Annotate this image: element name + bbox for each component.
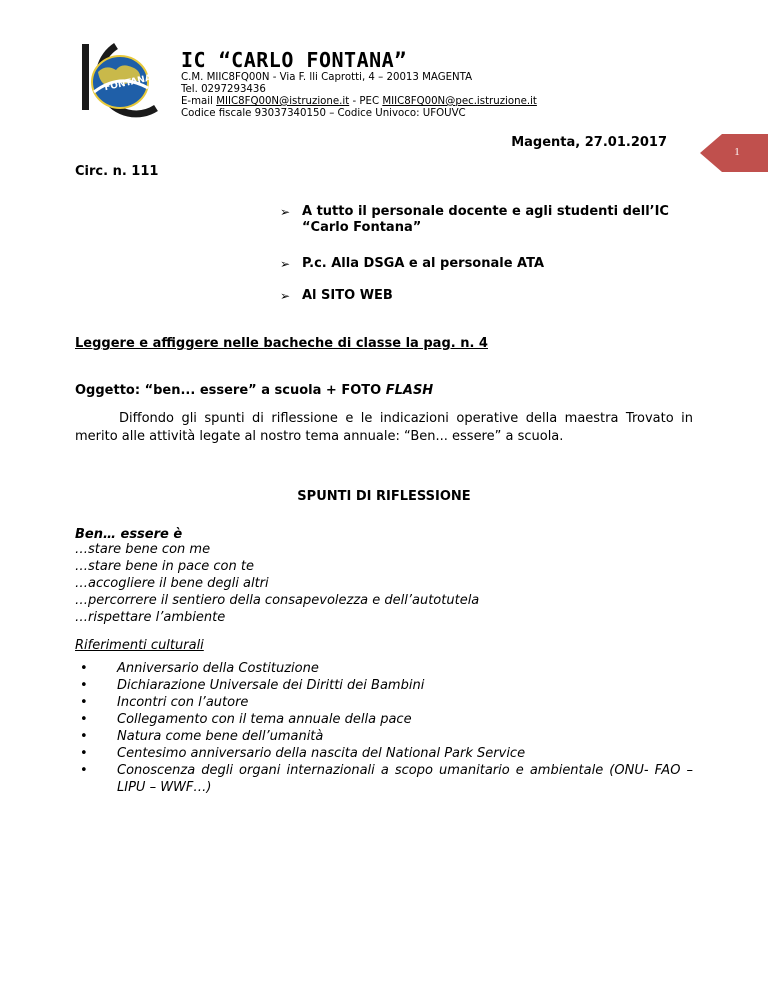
recipient-text: A tutto il personale docente e agli studenti dell’IC “Carlo Fontana” [302, 204, 669, 235]
intro-paragraph: Diffondo gli spunti di riflessione e le indicazioni operative della maestra Trovato in merito alle attività legate al nostro tema annuale: “Ben... essere” a scuola. [75, 411, 693, 444]
document-date: Magenta, 27.01.2017 [511, 135, 667, 150]
list-item [75, 728, 693, 745]
section-title: SPUNTI DI RIFLESSIONE [297, 489, 471, 504]
arrow-bullet-icon: ➢ [280, 257, 291, 271]
bullet-icon: • [80, 746, 88, 761]
list-item [75, 745, 693, 762]
bullet-icon: • [80, 763, 88, 778]
list-item [75, 762, 693, 796]
list-item-text: Incontri con l’autore [117, 695, 249, 710]
recipient-item [280, 288, 680, 304]
circular-number: Circ. n. 111 [75, 164, 159, 179]
school-name: IC “CARLO FONTANA” [181, 48, 407, 72]
bullet-icon: • [80, 695, 88, 710]
email-prefix: E-mail [181, 96, 217, 107]
school-email-line [181, 96, 537, 108]
riferimenti-title: Riferimenti culturali [75, 638, 204, 653]
recipient-item [280, 204, 680, 236]
recipient-item [280, 256, 680, 272]
bullet-icon: • [80, 678, 88, 693]
list-item-text: Dichiarazione Universale dei Diritti dei Bambini [117, 678, 425, 693]
notice-instruction: Leggere e affiggere nelle bacheche di classe la pag. n. 4 [75, 336, 488, 351]
school-address: C.M. MIIC8FQ00N - Via F. lli Caprotti, 4 – 20013 MAGENTA [181, 72, 473, 83]
recipient-text: P.c. Alla DSGA e al personale ATA [302, 256, 545, 271]
list-item-text: Natura come bene dell’umanità [117, 729, 324, 744]
ben-essere-list [75, 541, 479, 626]
pec-prefix: - PEC [349, 96, 383, 107]
list-item-text: Centesimo anniversario della nascita del National Park Service [117, 746, 526, 761]
arrow-bullet-icon: ➢ [280, 205, 291, 219]
list-item-text: Collegamento con il tema annuale della pace [117, 712, 412, 727]
list-item [75, 711, 693, 728]
ben-essere-line: …rispettare l’ambiente [75, 610, 226, 625]
recipient-text: Al SITO WEB [302, 288, 393, 303]
logo-lettering: FONTANA [103, 73, 153, 94]
school-phone: Tel. 0297293436 [181, 84, 266, 95]
pec-link[interactable]: MIIC8FQ00N@pec.istruzione.it [382, 96, 537, 107]
riferimenti-list [75, 660, 693, 796]
recipients-list [280, 204, 680, 304]
bullet-icon: • [80, 661, 88, 676]
list-item [75, 677, 693, 694]
arrow-bullet-icon: ➢ [280, 289, 291, 303]
ben-essere-title: Ben… essere è [75, 527, 183, 542]
ben-essere-line: …stare bene in pace con te [75, 559, 254, 574]
bullet-icon: • [80, 712, 88, 727]
school-logo [76, 42, 168, 120]
ben-essere-line: …accogliere il bene degli altri [75, 576, 269, 591]
ben-essere-line: …stare bene con me [75, 542, 211, 557]
list-item [75, 660, 693, 677]
school-fiscal-code: Codice fiscale 93037340150 – Codice Univoco: UFOUVC [181, 108, 466, 119]
list-item-text: Anniversario della Costituzione [117, 661, 319, 676]
subject-line [75, 383, 433, 398]
subject-text: Oggetto: “ben... essere” a scuola + FOTO [75, 383, 386, 398]
subject-flash: FLASH [385, 383, 434, 398]
list-item-text: Conoscenza degli organi internazionali a scopo umanitario e ambientale (ONU- FAO – LIPU – WWF…) [117, 763, 693, 795]
email-link[interactable]: MIIC8FQ00N@istruzione.it [216, 96, 350, 107]
bullet-icon: • [80, 729, 88, 744]
page-number: 1 [734, 146, 740, 158]
ben-essere-line: …percorrere il sentiero della consapevolezza e dell’autotutela [75, 593, 480, 608]
list-item [75, 694, 693, 711]
